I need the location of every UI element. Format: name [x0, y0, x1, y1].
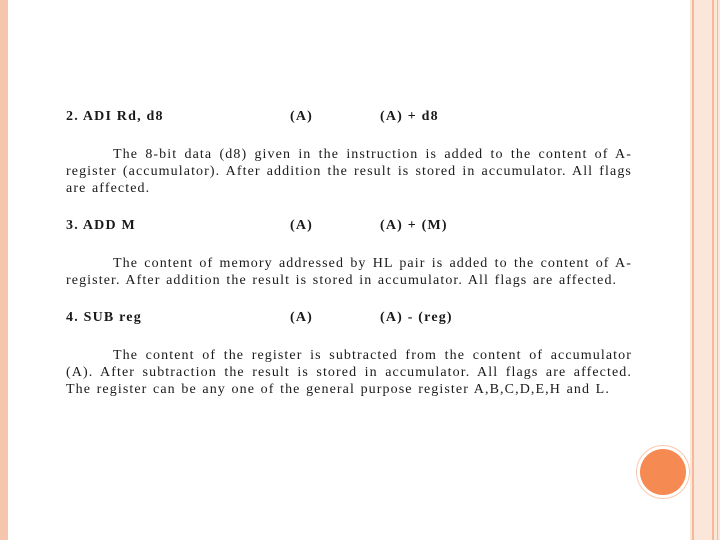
- spacer: [66, 326, 632, 347]
- spacer: [66, 289, 632, 309]
- instruction-header: [66, 108, 632, 125]
- slide-right-border-line: [712, 0, 714, 540]
- slide-content: [66, 108, 632, 398]
- slide-right-border: [690, 0, 720, 540]
- instruction-description: The content of memory addressed by HL pair is added to the content of A-register. After addition the result is stored in accumulator. All flags are affected.: [66, 256, 632, 288]
- instruction-operation: (A) + d8: [380, 109, 439, 124]
- instruction-title: 3. ADD M: [66, 218, 136, 233]
- slide-right-border-line: [692, 0, 694, 540]
- spacer: [66, 197, 632, 217]
- instruction-title: 4. SUB reg: [66, 310, 142, 325]
- instruction-description: The 8-bit data (d8) given in the instruction is added to the content of A-register (accumulator). After addition the result is stored in accumulator. All flags are affected.: [66, 147, 632, 196]
- instruction-header: [66, 217, 632, 234]
- instruction-title: 2. ADI Rd, d8: [66, 109, 164, 124]
- slide-right-border-line: [717, 0, 718, 540]
- instruction-destination: (A): [290, 218, 314, 233]
- instruction-destination: (A): [290, 310, 314, 325]
- instruction-operation: (A) + (M): [380, 218, 448, 233]
- instruction-destination: (A): [290, 109, 314, 124]
- instruction-header: [66, 309, 632, 326]
- decorative-orange-circle: [640, 449, 686, 495]
- instruction-description: The content of the register is subtracted from the content of accumulator (A). After subtraction the result is stored in accumulator. All flags are affected. The register can be any one of the general purpose register A,B,C,D,E,H and L.: [66, 348, 632, 397]
- instruction-operation: (A) - (reg): [380, 310, 453, 325]
- spacer: [66, 125, 632, 146]
- slide-left-border: [0, 0, 8, 540]
- spacer: [66, 234, 632, 255]
